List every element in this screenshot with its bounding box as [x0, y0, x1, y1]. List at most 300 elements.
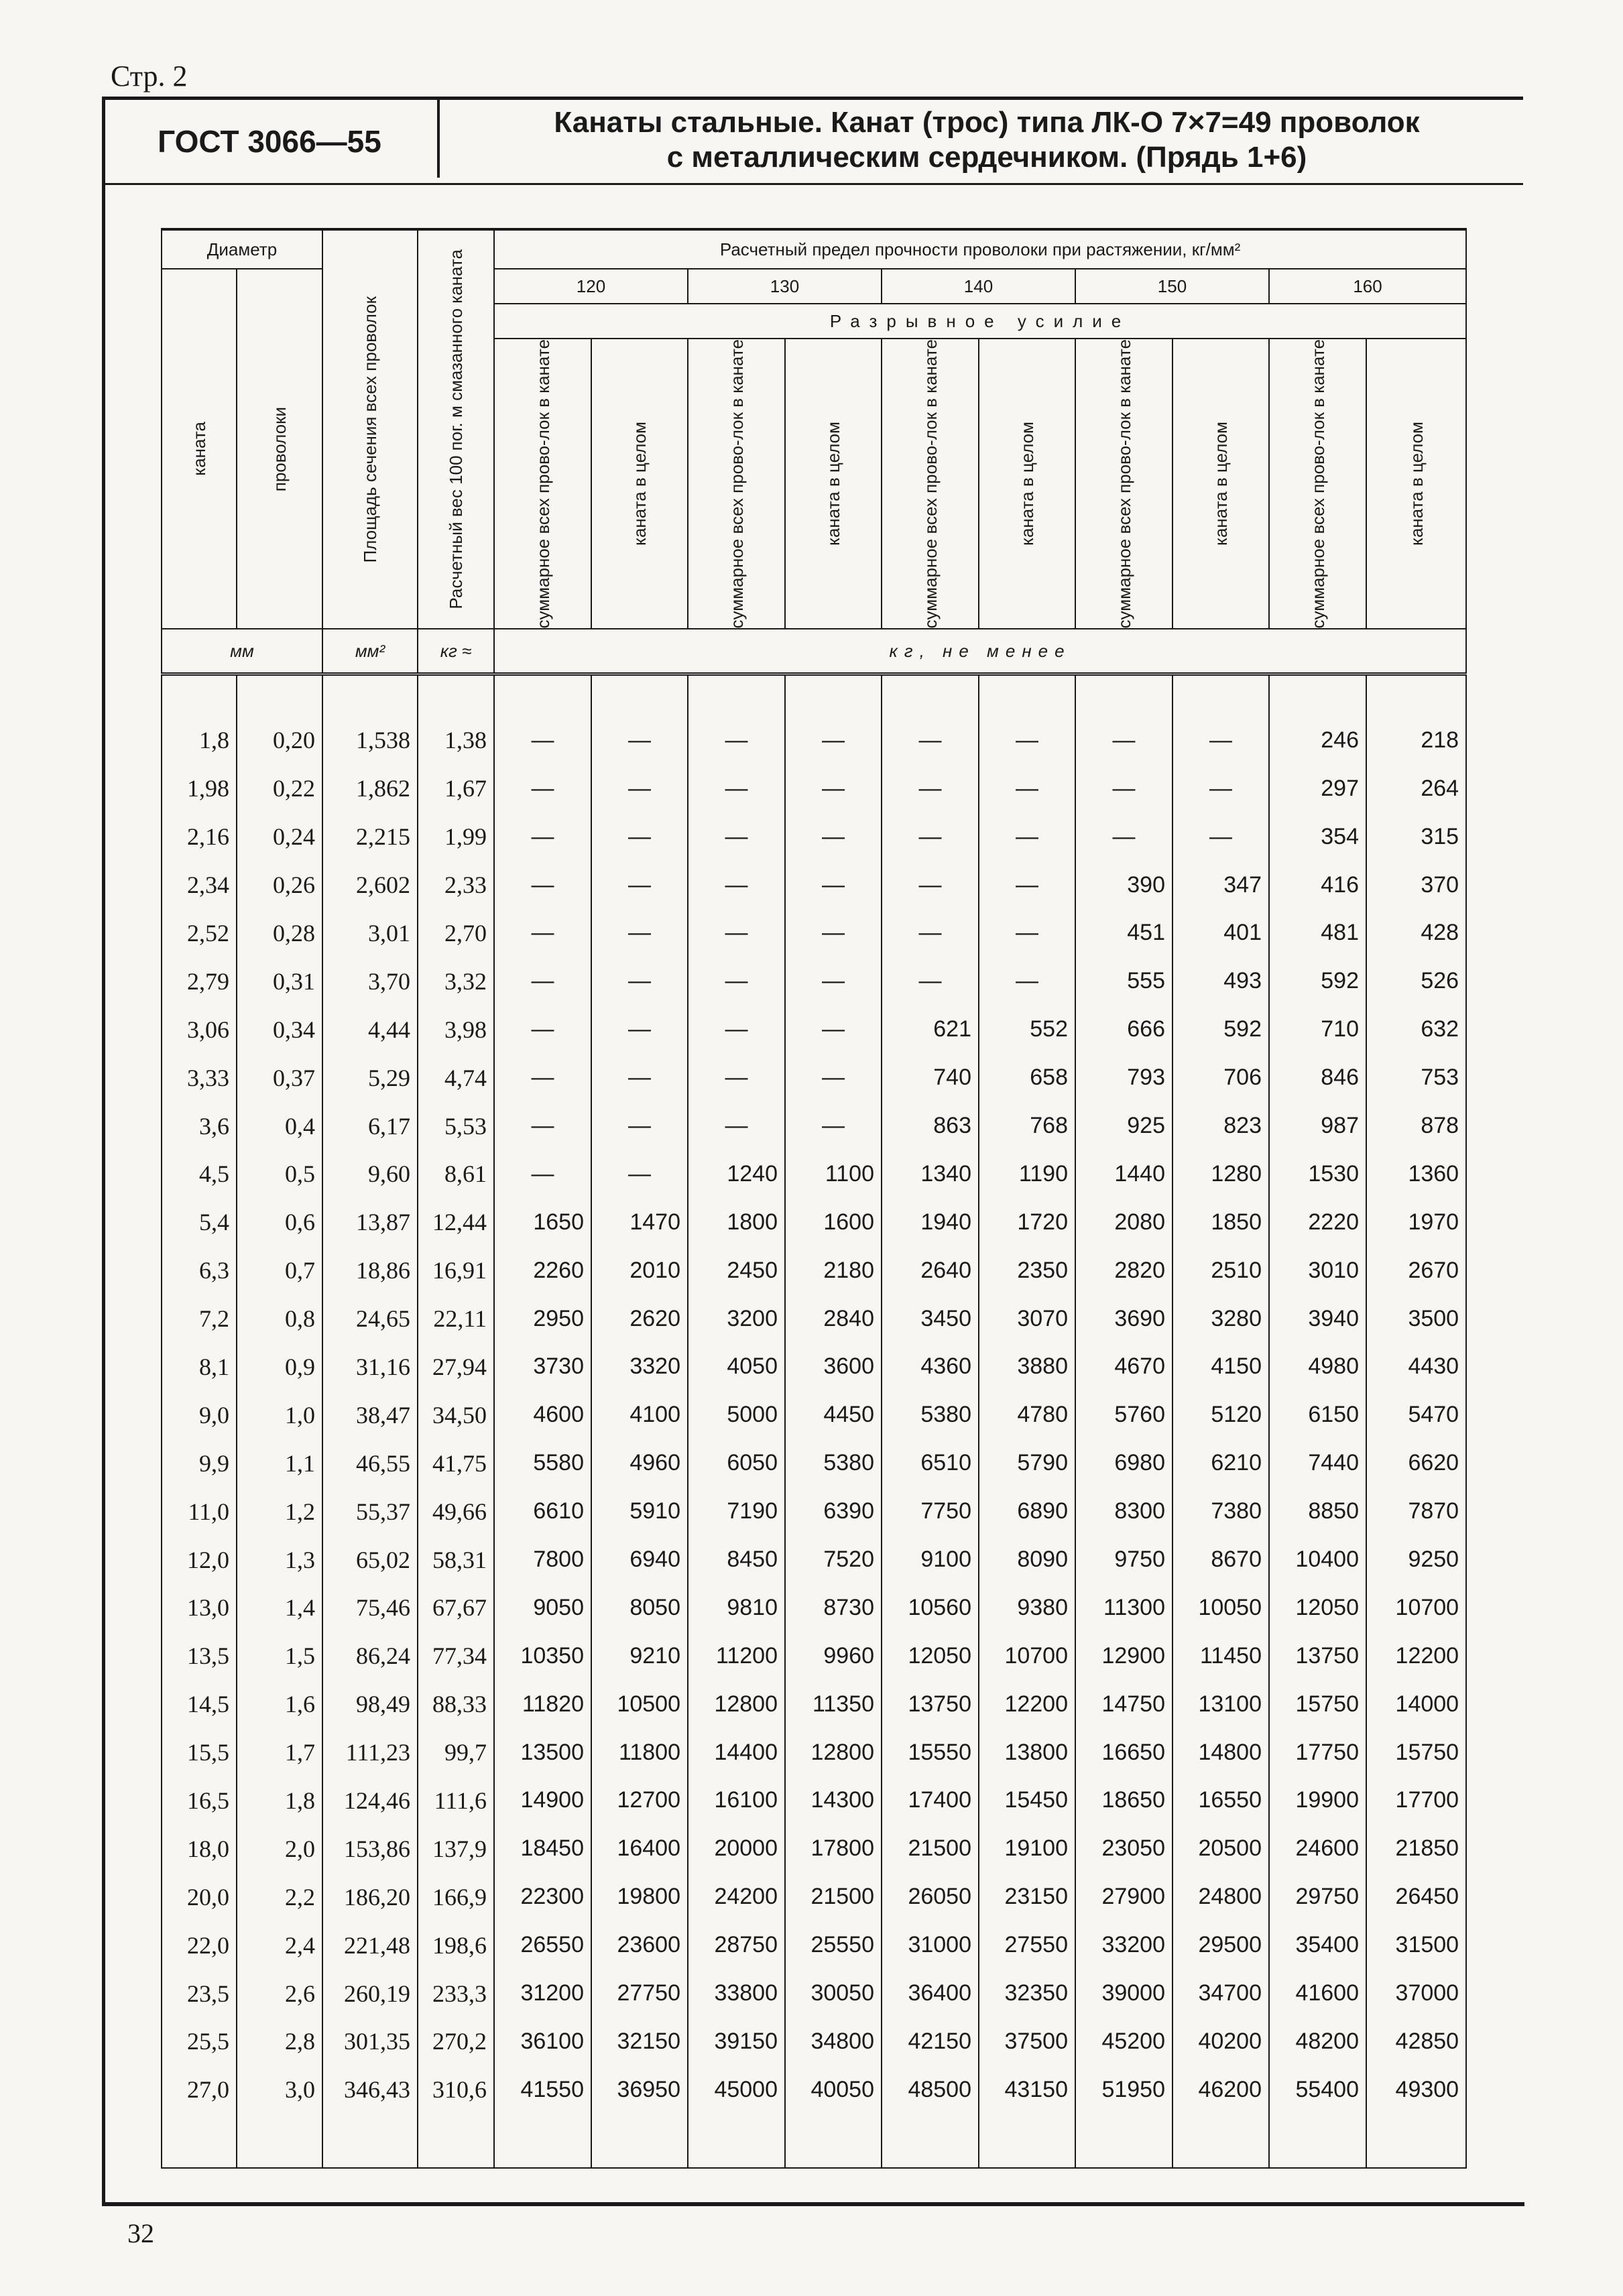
table-cell: 218 — [1366, 716, 1466, 764]
table-body — [162, 674, 1466, 2168]
table-cell: 22,11 — [418, 1294, 494, 1343]
table-cell: — — [1075, 812, 1173, 861]
table-cell: 18,86 — [322, 1246, 418, 1294]
table-cell: — — [494, 957, 591, 1006]
table-tail-cell — [591, 2114, 688, 2168]
table-cell: — — [494, 1150, 591, 1198]
table-cell: 0,22 — [237, 764, 322, 812]
table-row — [162, 1439, 1466, 1488]
table-cell: 23,5 — [162, 1970, 237, 2018]
table-cell: 592 — [1269, 957, 1366, 1006]
table-cell: 12,44 — [418, 1198, 494, 1246]
table-cell: 7870 — [1366, 1488, 1466, 1536]
table-cell: 3,98 — [418, 1006, 494, 1054]
table-cell: 8,61 — [418, 1150, 494, 1198]
table-cell: 16,91 — [418, 1246, 494, 1294]
table-cell: — — [494, 716, 591, 764]
table-cell: 111,6 — [418, 1776, 494, 1825]
table-cell: — — [979, 861, 1075, 909]
table-cell: — — [688, 1006, 785, 1054]
table-cell: 77,34 — [418, 1632, 494, 1680]
table-row — [162, 1294, 1466, 1343]
title-line-1: Канаты стальные. Канат (трос) типа ЛК-О 7×7=49 проволок — [554, 106, 1420, 139]
table-cell: 27750 — [591, 1970, 688, 2018]
strength-header: Расчетный предел прочности проволоки при растяжении, кг/мм² — [494, 229, 1466, 269]
table-cell: — — [494, 1102, 591, 1150]
table-cell: 1940 — [882, 1198, 979, 1246]
table-cell: 27900 — [1075, 1873, 1173, 1921]
table-cell: — — [688, 957, 785, 1006]
table-cell: 34700 — [1173, 1970, 1269, 2018]
table-cell: 1190 — [979, 1150, 1075, 1198]
table-row — [162, 2017, 1466, 2065]
table-cell: 2840 — [785, 1294, 882, 1343]
table-cell: — — [688, 764, 785, 812]
sum-header-text: суммарное всех прово-лок в канате — [726, 339, 747, 629]
table-cell: — — [494, 909, 591, 957]
diameter-header: Диаметр — [162, 229, 322, 269]
table-cell: 1,0 — [237, 1391, 322, 1439]
table-cell: 8670 — [1173, 1536, 1269, 1584]
whole-header-text: каната в целом — [1211, 422, 1231, 546]
table-cell: 863 — [882, 1102, 979, 1150]
table-cell: — — [591, 1102, 688, 1150]
table-row — [162, 716, 1466, 764]
table-cell: 428 — [1366, 909, 1466, 957]
table-cell: 2,79 — [162, 957, 237, 1006]
grade-150: 150 — [1075, 269, 1269, 304]
table-cell: 32150 — [591, 2017, 688, 2065]
table-cell: 3940 — [1269, 1294, 1366, 1343]
table-cell: 14750 — [1075, 1680, 1173, 1728]
table-cell: 4670 — [1075, 1343, 1173, 1391]
table-cell: 9380 — [979, 1583, 1075, 1632]
table-cell: 2,16 — [162, 812, 237, 861]
table-cell: 1340 — [882, 1150, 979, 1198]
table-cell: 21500 — [882, 1825, 979, 1873]
table-cell: 6390 — [785, 1488, 882, 1536]
document-title — [450, 105, 1523, 175]
title-line-2: с металлическим сердечником. (Прядь 1+6) — [666, 141, 1307, 174]
table-cell: 20500 — [1173, 1825, 1269, 1873]
table-cell: — — [785, 1054, 882, 1102]
table-cell: — — [591, 716, 688, 764]
table-cell: 8730 — [785, 1583, 882, 1632]
table-cell: 2,52 — [162, 909, 237, 957]
table-cell: 0,9 — [237, 1343, 322, 1391]
table-cell: 0,5 — [237, 1150, 322, 1198]
table-cell: 1720 — [979, 1198, 1075, 1246]
table-cell: 10700 — [979, 1632, 1075, 1680]
table-cell: 8450 — [688, 1536, 785, 1584]
table-cell: 33200 — [1075, 1921, 1173, 1970]
unit-force: кг, не менее — [494, 629, 1466, 674]
table-cell: 347 — [1173, 861, 1269, 909]
table-cell: 1530 — [1269, 1150, 1366, 1198]
table-cell: 198,6 — [418, 1921, 494, 1970]
table-cell: 13750 — [882, 1680, 979, 1728]
table-cell: 98,49 — [322, 1680, 418, 1728]
table-cell: 1360 — [1366, 1150, 1466, 1198]
table-cell: 6940 — [591, 1536, 688, 1584]
table-cell: 5,29 — [322, 1054, 418, 1102]
table-cell: 1,99 — [418, 812, 494, 861]
table-row — [162, 1488, 1466, 1536]
table-cell: 18450 — [494, 1825, 591, 1873]
table-cell: 1,5 — [237, 1632, 322, 1680]
table-cell: 6980 — [1075, 1439, 1173, 1488]
table-cell: 12,0 — [162, 1536, 237, 1584]
table-cell: 5120 — [1173, 1391, 1269, 1439]
table-cell: — — [591, 1006, 688, 1054]
table-cell: 13800 — [979, 1728, 1075, 1776]
table-cell: — — [785, 1102, 882, 1150]
table-cell: 21850 — [1366, 1825, 1466, 1873]
table-cell: — — [785, 764, 882, 812]
table-cell: 13,5 — [162, 1632, 237, 1680]
table-cell: 1,8 — [162, 716, 237, 764]
table-cell: 1,4 — [237, 1583, 322, 1632]
table-cell: 987 — [1269, 1102, 1366, 1150]
table-cell: 3010 — [1269, 1246, 1366, 1294]
table-cell: 1,8 — [237, 1776, 322, 1825]
table-row — [162, 1006, 1466, 1054]
table-cell: 9750 — [1075, 1536, 1173, 1584]
table-cell: 768 — [979, 1102, 1075, 1150]
weight-header — [418, 229, 494, 629]
table-cell: 23600 — [591, 1921, 688, 1970]
table-cell: 6050 — [688, 1439, 785, 1488]
table-cell: — — [591, 1054, 688, 1102]
table-cell: — — [688, 1054, 785, 1102]
table-cell: 2,4 — [237, 1921, 322, 1970]
table-cell: 16550 — [1173, 1776, 1269, 1825]
table-cell: 246 — [1269, 716, 1366, 764]
whole-header-text: каната в целом — [1406, 422, 1427, 546]
table-cell: 315 — [1366, 812, 1466, 861]
table-cell: 13,87 — [322, 1198, 418, 1246]
table-cell: 2450 — [688, 1246, 785, 1294]
table-row — [162, 861, 1466, 909]
table-cell: 823 — [1173, 1102, 1269, 1150]
unit-mm: мм — [162, 629, 322, 674]
table-cell: 22300 — [494, 1873, 591, 1921]
table-cell: 8090 — [979, 1536, 1075, 1584]
table-cell: 8850 — [1269, 1488, 1366, 1536]
table-cell: 37500 — [979, 2017, 1075, 2065]
rope-diameter-header — [162, 269, 237, 629]
unit-mm2: мм² — [322, 629, 418, 674]
table-cell: 2950 — [494, 1294, 591, 1343]
table-cell: 8300 — [1075, 1488, 1173, 1536]
table-cell: 5,53 — [418, 1102, 494, 1150]
table-tail-cell — [1075, 2114, 1173, 2168]
table-cell: 793 — [1075, 1054, 1173, 1102]
table-cell: 15550 — [882, 1728, 979, 1776]
table-cell: 2820 — [1075, 1246, 1173, 1294]
table-cell: 11800 — [591, 1728, 688, 1776]
table-header — [162, 229, 1466, 674]
table-cell: 37000 — [1366, 1970, 1466, 2018]
table-cell: 0,4 — [237, 1102, 322, 1150]
table-cell: 34,50 — [418, 1391, 494, 1439]
table-cell: 2620 — [591, 1294, 688, 1343]
table-cell: 1,98 — [162, 764, 237, 812]
table-cell: — — [785, 812, 882, 861]
table-cell: 2260 — [494, 1246, 591, 1294]
table-cell: 31500 — [1366, 1921, 1466, 1970]
table-cell: 1,2 — [237, 1488, 322, 1536]
table-cell: 4150 — [1173, 1343, 1269, 1391]
table-cell: 67,67 — [418, 1583, 494, 1632]
table-cell: — — [494, 1054, 591, 1102]
table-cell: 878 — [1366, 1102, 1466, 1150]
table-cell: 301,35 — [322, 2017, 418, 2065]
rope-diameter-header-text: каната — [189, 422, 209, 477]
table-cell: 10500 — [591, 1680, 688, 1728]
whole-header-text: каната в целом — [823, 422, 843, 546]
table-cell: — — [979, 716, 1075, 764]
table-cell: 86,24 — [322, 1632, 418, 1680]
table-row — [162, 1873, 1466, 1921]
table-cell: 35400 — [1269, 1921, 1366, 1970]
table-cell: 2670 — [1366, 1246, 1466, 1294]
table-cell: 43150 — [979, 2065, 1075, 2114]
table-cell: 2,215 — [322, 812, 418, 861]
table-row — [162, 1970, 1466, 2018]
table-cell: 3,0 — [237, 2065, 322, 2114]
table-cell: — — [494, 861, 591, 909]
table-cell: 1,1 — [237, 1439, 322, 1488]
table-tail-cell — [979, 2114, 1075, 2168]
sum-header-text: суммарное всех прово-лок в канате — [532, 339, 553, 629]
table-cell: — — [1075, 716, 1173, 764]
table-cell: 2,0 — [237, 1825, 322, 1873]
table-cell: 2,8 — [237, 2017, 322, 2065]
table-cell: 38,47 — [322, 1391, 418, 1439]
table-cell: 526 — [1366, 957, 1466, 1006]
table-cell: 41550 — [494, 2065, 591, 2114]
table-cell: 17700 — [1366, 1776, 1466, 1825]
table-cell: 27550 — [979, 1921, 1075, 1970]
table-cell: 12200 — [979, 1680, 1075, 1728]
table-cell: 13750 — [1269, 1632, 1366, 1680]
table-tail-cell — [494, 2114, 591, 2168]
table-cell: 31,16 — [322, 1343, 418, 1391]
table-cell: 11450 — [1173, 1632, 1269, 1680]
table-cell: 4100 — [591, 1391, 688, 1439]
table-row — [162, 1054, 1466, 1102]
table-cell: 16400 — [591, 1825, 688, 1873]
table-cell: 29500 — [1173, 1921, 1269, 1970]
table-cell: — — [688, 716, 785, 764]
table-cell: 16100 — [688, 1776, 785, 1825]
sum-header-120 — [494, 339, 591, 629]
table-cell: 26450 — [1366, 1873, 1466, 1921]
table-cell: 111,23 — [322, 1728, 418, 1776]
table-cell: 166,9 — [418, 1873, 494, 1921]
table-cell: 3730 — [494, 1343, 591, 1391]
table-cell: 2180 — [785, 1246, 882, 1294]
frame-bottom-rule — [102, 2202, 1524, 2206]
table-cell: — — [688, 909, 785, 957]
table-row — [162, 1246, 1466, 1294]
table-row — [162, 1343, 1466, 1391]
table-cell: 12200 — [1366, 1632, 1466, 1680]
table-cell: 20000 — [688, 1825, 785, 1873]
table-cell: 233,3 — [418, 1970, 494, 2018]
table-tail-cell — [1269, 2114, 1366, 2168]
table-cell: 7750 — [882, 1488, 979, 1536]
table-cell: 3690 — [1075, 1294, 1173, 1343]
table-row — [162, 1391, 1466, 1439]
table-cell: 88,33 — [418, 1680, 494, 1728]
whole-header-text: каната в целом — [629, 422, 650, 546]
table-tail-cell — [162, 2114, 237, 2168]
table-cell: 8050 — [591, 1583, 688, 1632]
table-cell: 153,86 — [322, 1825, 418, 1873]
table-cell: 753 — [1366, 1054, 1466, 1102]
table-cell: 666 — [1075, 1006, 1173, 1054]
table-cell: 24200 — [688, 1873, 785, 1921]
table-cell: 2220 — [1269, 1198, 1366, 1246]
table-cell: 3880 — [979, 1343, 1075, 1391]
table-tail-cell — [322, 2114, 418, 2168]
table-cell: 4360 — [882, 1343, 979, 1391]
table-cell: 6620 — [1366, 1439, 1466, 1488]
table-cell: 12050 — [882, 1632, 979, 1680]
table-cell: 1970 — [1366, 1198, 1466, 1246]
page-label: Стр. 2 — [111, 60, 188, 93]
table-cell: 19800 — [591, 1873, 688, 1921]
table-cell: 13100 — [1173, 1680, 1269, 1728]
table-cell: 49,66 — [418, 1488, 494, 1536]
table-cell: 2640 — [882, 1246, 979, 1294]
table-cell: — — [979, 957, 1075, 1006]
table-cell: — — [979, 812, 1075, 861]
table-cell: 3600 — [785, 1343, 882, 1391]
table-cell: 124,46 — [322, 1776, 418, 1825]
table-cell: — — [494, 812, 591, 861]
table-cell: 6,17 — [322, 1102, 418, 1150]
table-cell: 0,7 — [237, 1246, 322, 1294]
table-tail-cell — [882, 2114, 979, 2168]
table-cell: 45000 — [688, 2065, 785, 2114]
table-row — [162, 1680, 1466, 1728]
table-cell: — — [785, 909, 882, 957]
table-cell: 36100 — [494, 2017, 591, 2065]
table-cell: — — [882, 764, 979, 812]
table-cell: 9,9 — [162, 1439, 237, 1488]
table-cell: 2350 — [979, 1246, 1075, 1294]
table-cell: 19100 — [979, 1825, 1075, 1873]
table-cell: 7440 — [1269, 1439, 1366, 1488]
table-tail-cell — [1366, 2114, 1466, 2168]
table-cell: 1240 — [688, 1150, 785, 1198]
table-cell: 4980 — [1269, 1343, 1366, 1391]
table-cell: 221,48 — [322, 1921, 418, 1970]
table-cell: 27,94 — [418, 1343, 494, 1391]
sum-header-text: суммарное всех прово-лок в канате — [1114, 339, 1134, 629]
table-row — [162, 1632, 1466, 1680]
table-cell: 55,37 — [322, 1488, 418, 1536]
table-cell: 555 — [1075, 957, 1173, 1006]
table-cell: 24,65 — [322, 1294, 418, 1343]
table-cell: 1,67 — [418, 764, 494, 812]
table-row — [162, 812, 1466, 861]
table-cell: 0,37 — [237, 1054, 322, 1102]
table-cell: 1,3 — [237, 1536, 322, 1584]
table-cell: 2010 — [591, 1246, 688, 1294]
grade-160: 160 — [1269, 269, 1466, 304]
table-cell: 25,5 — [162, 2017, 237, 2065]
table-cell: 5380 — [785, 1439, 882, 1488]
document-header — [102, 97, 1523, 185]
table-cell: 0,6 — [237, 1198, 322, 1246]
table-cell: 55400 — [1269, 2065, 1366, 2114]
table-cell: 1,862 — [322, 764, 418, 812]
table-cell: 3070 — [979, 1294, 1075, 1343]
table-cell: 15750 — [1366, 1728, 1466, 1776]
table-cell: 2,6 — [237, 1970, 322, 2018]
table-cell: 10050 — [1173, 1583, 1269, 1632]
table-cell: 0,31 — [237, 957, 322, 1006]
table-cell: 3,70 — [322, 957, 418, 1006]
table-cell: 3,32 — [418, 957, 494, 1006]
table-cell: 846 — [1269, 1054, 1366, 1102]
table-cell: 5910 — [591, 1488, 688, 1536]
table-cell: 11200 — [688, 1632, 785, 1680]
table-cell: 0,20 — [237, 716, 322, 764]
table-cell: 40050 — [785, 2065, 882, 2114]
table-cell: 26050 — [882, 1873, 979, 1921]
table-cell: 137,9 — [418, 1825, 494, 1873]
table-cell: 6,3 — [162, 1246, 237, 1294]
table-cell: 17750 — [1269, 1728, 1366, 1776]
table-cell: 40200 — [1173, 2017, 1269, 2065]
table-cell: 23050 — [1075, 1825, 1173, 1873]
gost-code: ГОСТ 3066—55 — [158, 124, 381, 159]
table-row — [162, 1102, 1466, 1150]
table-cell: 9810 — [688, 1583, 785, 1632]
table-cell: 710 — [1269, 1006, 1366, 1054]
table-cell: — — [785, 1006, 882, 1054]
grade-130: 130 — [688, 269, 882, 304]
table-cell: 2,70 — [418, 909, 494, 957]
whole-header-120 — [591, 339, 688, 629]
table-cell: 58,31 — [418, 1536, 494, 1584]
table-cell: 10350 — [494, 1632, 591, 1680]
table-cell: — — [1173, 812, 1269, 861]
table-cell: 0,24 — [237, 812, 322, 861]
sum-header-130 — [688, 339, 785, 629]
table-cell: 451 — [1075, 909, 1173, 957]
table-cell: — — [591, 764, 688, 812]
table-cell: 14300 — [785, 1776, 882, 1825]
table-cell: 401 — [1173, 909, 1269, 957]
table-cell: 30050 — [785, 1970, 882, 2018]
table-cell: 75,46 — [322, 1583, 418, 1632]
table-cell: — — [591, 957, 688, 1006]
table-cell: 22,0 — [162, 1921, 237, 1970]
table-cell: 390 — [1075, 861, 1173, 909]
table-cell: 10560 — [882, 1583, 979, 1632]
table-cell: — — [1173, 764, 1269, 812]
table-cell: 12900 — [1075, 1632, 1173, 1680]
sum-header-150 — [1075, 339, 1173, 629]
header-divider — [437, 100, 440, 178]
sum-header-140 — [882, 339, 979, 629]
